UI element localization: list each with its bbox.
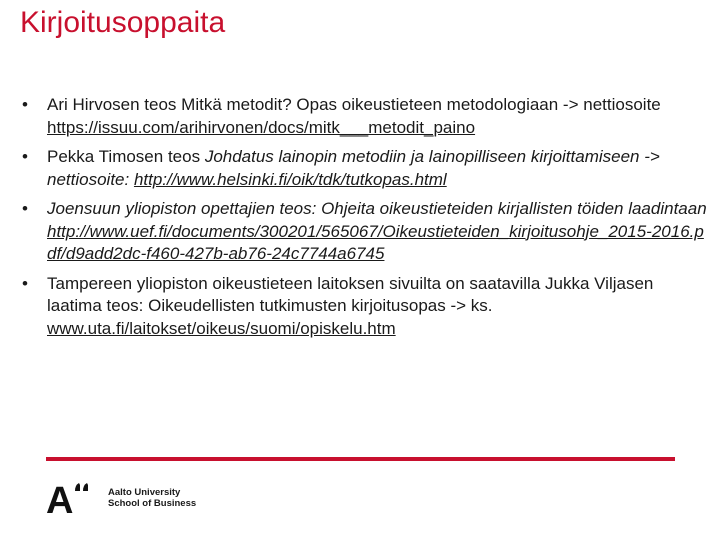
bullet-icon: • [22, 95, 28, 114]
bullet-list [22, 94, 712, 347]
logo-line-university: Aalto University [108, 487, 181, 498]
aalto-logo [46, 480, 196, 516]
item-text: Pekka Timosen teos [47, 147, 205, 166]
quote-icon [75, 483, 88, 491]
bullet-icon: • [22, 273, 28, 293]
item-text: Tampereen yliopiston oikeustieteen laitoksen sivuilta on saatavilla Jukka Viljasen laatima teos: Oikeudellisten tutkimusten kirjoitusopas -> ks. [47, 273, 654, 315]
bullet-icon: • [22, 147, 28, 166]
footer-divider [46, 457, 675, 461]
item-text-italic: Joensuun yliopiston opettajien teos: Ohjeita oikeustieteiden kirjallisten töiden laadintaan [47, 199, 707, 218]
list-item [22, 94, 712, 139]
item-text: Ari Hirvosen teos Mitkä metodit? Opas oikeustieteen metodologiaan -> nettiosoite [47, 95, 661, 114]
list-item [22, 273, 712, 341]
item-link[interactable]: https://issuu.com/arihirvonen/docs/mitk___metodit_paino [47, 117, 476, 137]
slide-title: Kirjoitusoppaita [20, 6, 226, 39]
item-link[interactable]: http://www.uef.fi/documents/300201/565067/Oikeustieteiden_kirjoitusohje_2015-2016.pdf/d9add2dc-f460-427b-ab76-24c7744a6745 [47, 221, 704, 263]
list-item [22, 146, 712, 191]
list-item [22, 198, 712, 266]
aalto-logo-icon [46, 480, 104, 516]
bullet-icon: • [22, 199, 28, 218]
item-link[interactable]: http://www.helsinki.fi/oik/tdk/tutkopas.html [133, 169, 447, 189]
logo-letter: A [46, 480, 74, 516]
logo-line-school: School of Business [108, 498, 197, 509]
item-text-italic: Johdatus lainopin metodiin ja lainopilliseen kirjoittamiseen -> nettiosoite: [47, 147, 660, 189]
item-link[interactable]: www.uta.fi/laitokset/oikeus/suomi/opiskelu.htm [47, 318, 396, 338]
